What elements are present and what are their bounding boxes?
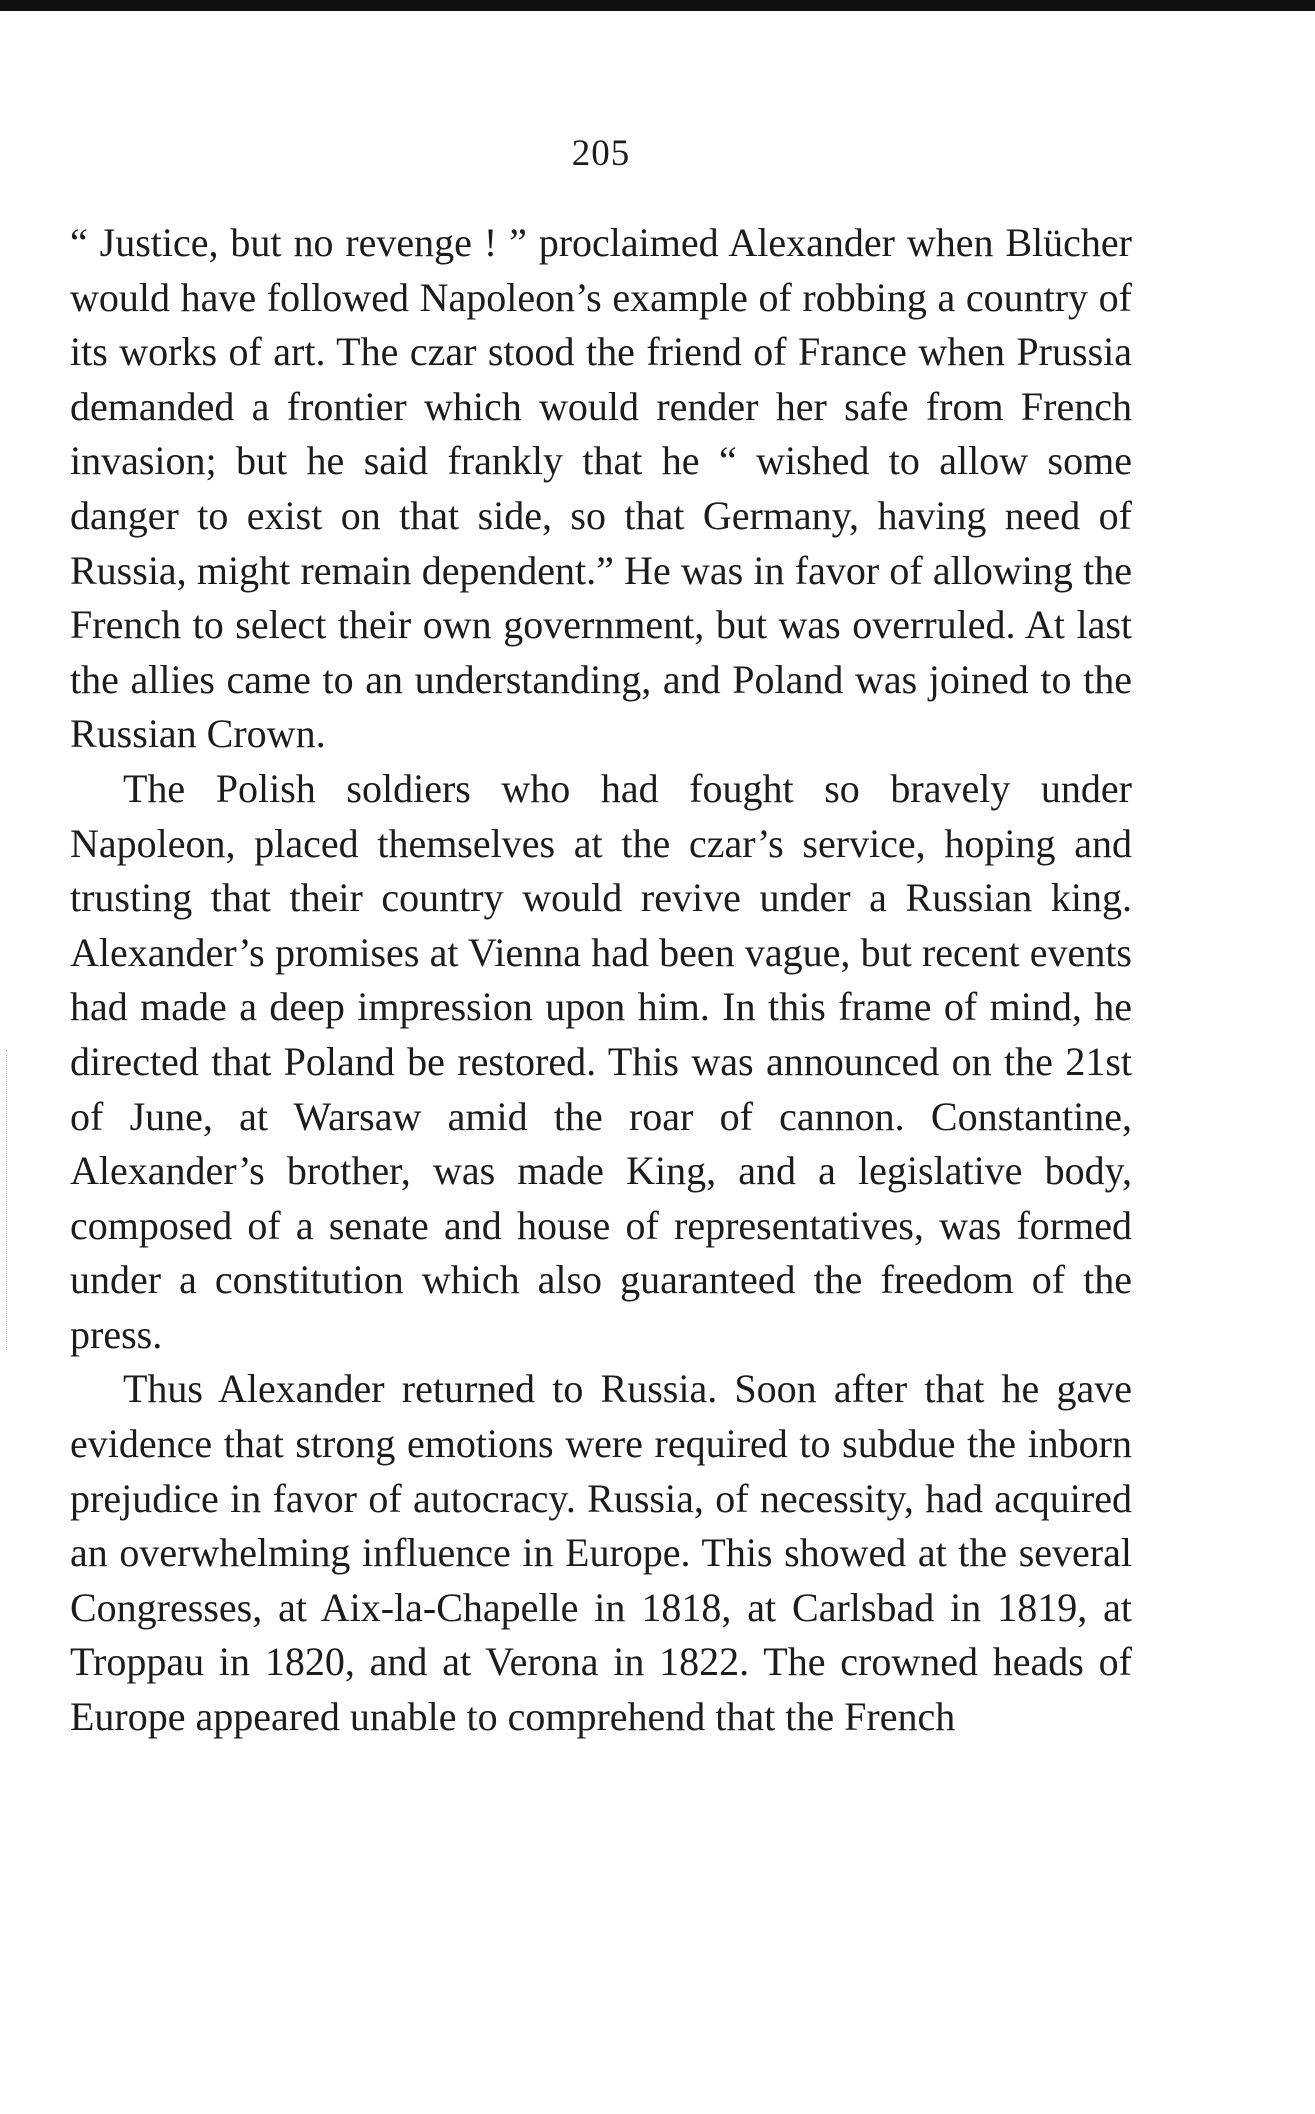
paragraph-1: “ Justice, but no revenge ! ” proclaimed Alexander when Blücher would have followed Napoleon’s example of robbing a country of its works of art. The czar stood the friend of France when Prussia demanded a frontier which would render her safe from French invasion; but he said frankly that he “ wished to allow some danger to exist on that side, so that Germany, having need of Russia, might remain dependent.” He was in favor of allowing the French to select their own government, but was overruled. At last the allies came to an understanding, and Poland was joined to the Russian Crown. xyxy=(70,220,1132,757)
margin-specks xyxy=(6,1050,10,1350)
paragraph-2: The Polish soldiers who had fought so bravely under Napoleon, placed themselves at the czar’s service, hoping and trusting that their country would revive under a Russian king. Alexander’s promises at Vienna had been vague, but recent events had made a deep impression upon him. In this frame of mind, he directed that Poland be restored. This was announced on the 21st of June, at Warsaw amid the roar of cannon. Constantine, Alexander’s brother, was made King, and a legislative body, composed of a senate and house of representatives, was formed under a constitution which also guaranteed the freedom of the press. xyxy=(70,765,1132,1357)
paragraph-3: Thus Alexander returned to Russia. Soon after that he gave evidence that strong emotions were required to subdue the inborn prejudice in favor of autocracy. Russia, of necessity, had acquired an overwhelming influence in Europe. This showed at the several Congresses, at Aix-la-Chapelle in 1818, at Carlsbad in 1819, at Troppau in 1820, and at Verona in 1822. The crowned heads of Europe appeared unable to comprehend that the French xyxy=(70,1366,1132,1740)
page-number: 205 xyxy=(571,133,631,174)
page-top-border xyxy=(0,0,1315,11)
book-page xyxy=(70,135,1132,1745)
